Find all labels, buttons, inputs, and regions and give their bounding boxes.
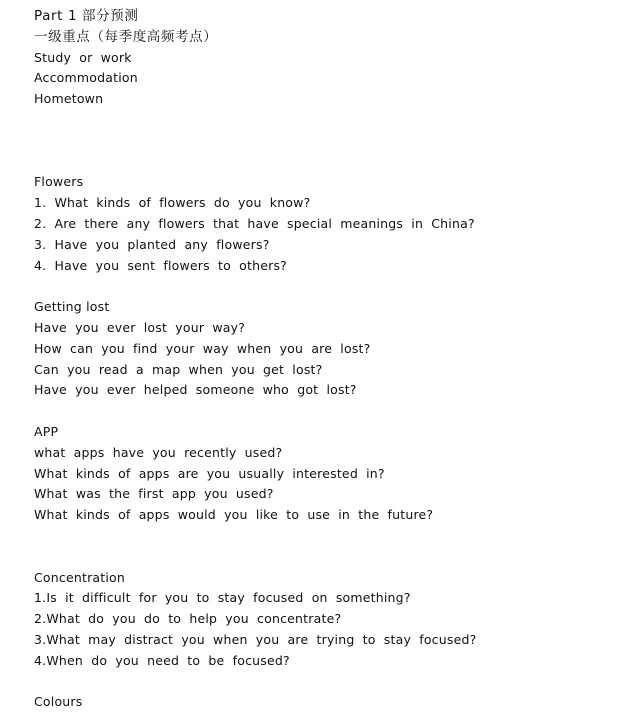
level-header: 一级重点（每季度高频考点） [34,28,218,45]
question-flowers-4: 4. Have you sent flowers to others? [34,257,287,273]
question-app-2: What kinds of apps are you usually interested in? [34,465,385,481]
part-header: Part 1 部分预测 [34,8,139,24]
spacer [34,401,624,422]
question-flowers-1: 1. What kinds of flowers do you know? [34,195,311,211]
topic-study-or-work: Study or work [34,49,132,65]
question-concentration-1: 1.Is it difficult for you to stay focused on something? [34,590,411,606]
question-app-4: What kinds of apps would you like to use in the future? [34,507,434,523]
question-getting-lost-1: Have you ever lost your way? [34,319,246,335]
section-title-flowers: Flowers [34,174,84,190]
section-title-getting-lost: Getting lost [34,299,110,315]
question-getting-lost-4: Have you ever helped someone who got lost? [34,382,357,398]
spacer [34,276,624,297]
question-getting-lost-2: How can you find your way when you are lost? [34,340,371,356]
question-getting-lost-3: Can you read a map when you get lost? [34,361,323,377]
section-title-app: APP [34,423,59,439]
question-concentration-2: 2.What do you do to help you concentrate? [34,611,342,627]
spacer [34,110,624,172]
question-flowers-3: 3. Have you planted any flowers? [34,236,270,252]
question-concentration-4: 4.When do you need to be focused? [34,652,290,668]
question-concentration-3: 3.What may distract you when you are trying to stay focused? [34,631,477,647]
section-title-colours: Colours [34,694,83,710]
topic-accommodation: Accommodation [34,70,138,86]
question-app-1: what apps have you recently used? [34,444,283,460]
topic-hometown: Hometown [34,91,104,107]
spacer [34,672,624,693]
spacer [34,526,624,568]
question-flowers-2: 2. Are there any flowers that have special meanings in China? [34,215,475,231]
section-title-concentration: Concentration [34,569,126,585]
question-app-3: What was the first app you used? [34,486,274,502]
document-page [34,6,624,713]
